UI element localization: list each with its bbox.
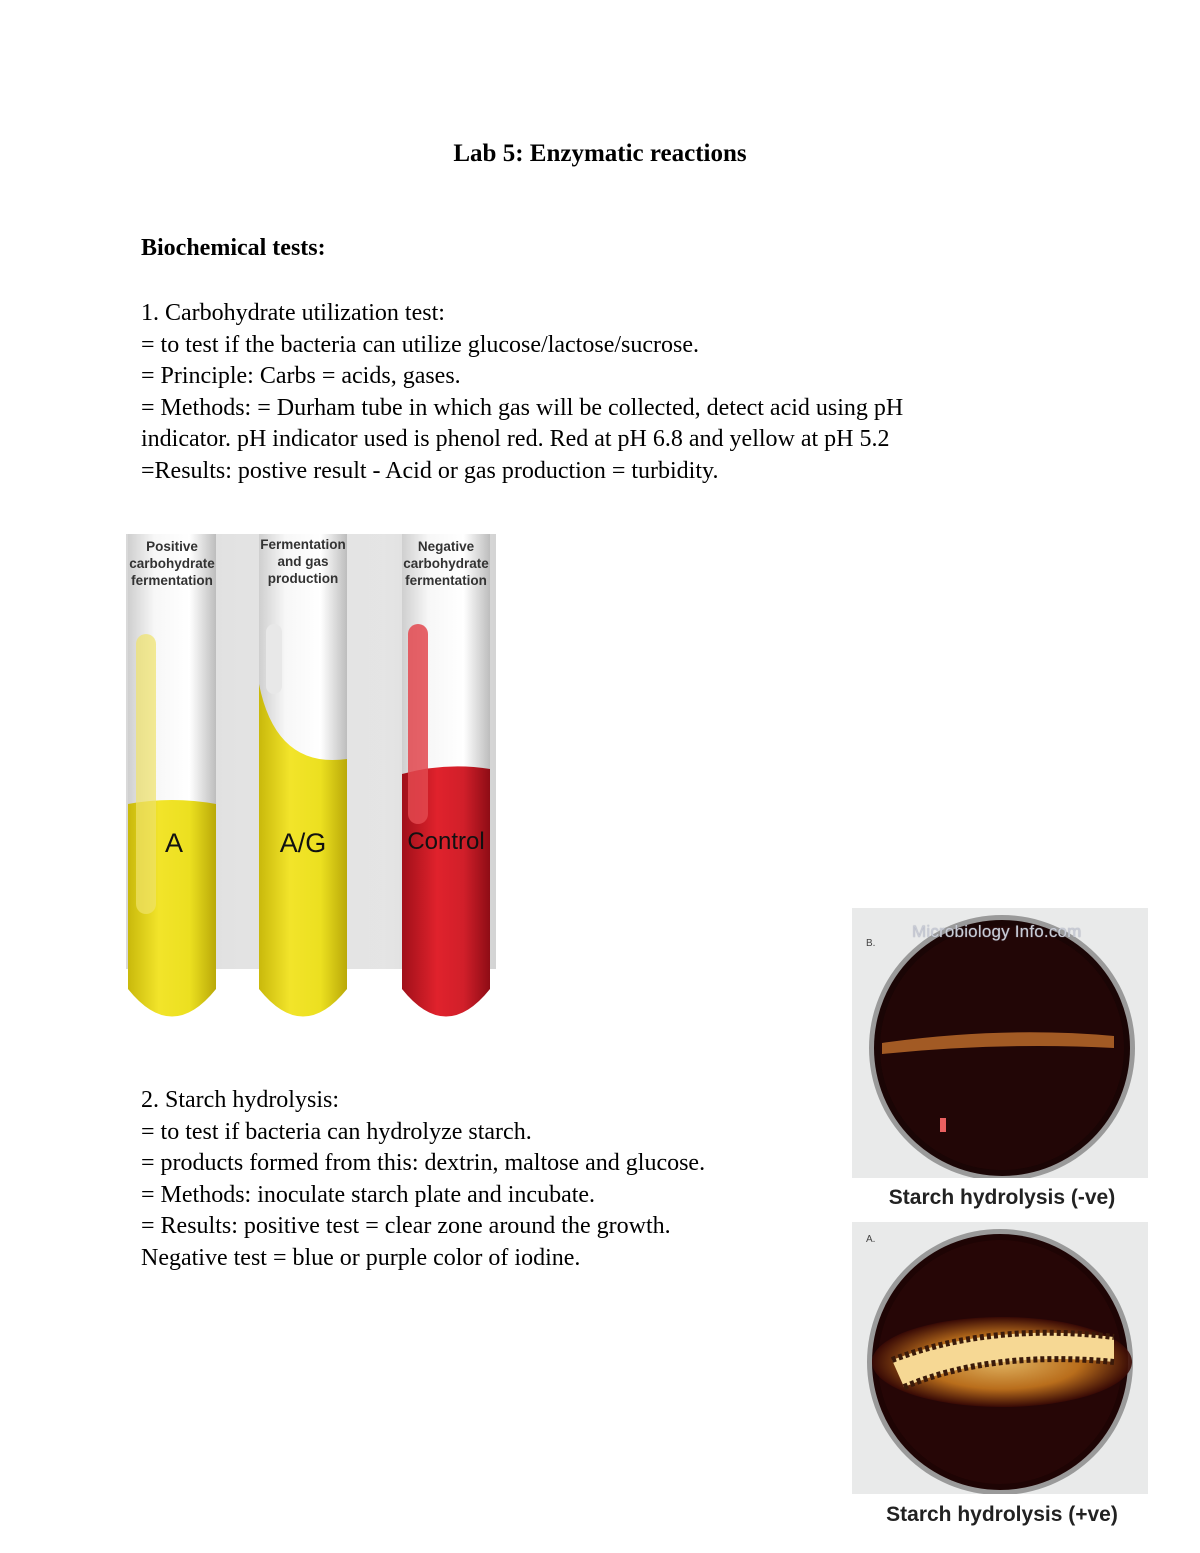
tube-ag: [259, 534, 347, 1017]
text-line: = to test if the bacteria can utilize glucose/lactose/sucrose.: [141, 331, 699, 358]
text-line: =Results: postive result - Acid or gas production = turbidity.: [141, 457, 719, 484]
tubes-illustration: [126, 534, 496, 1039]
starch-hydrolysis-section: [141, 1085, 705, 1274]
text-line: = Methods: = Durham tube in which gas will be collected, detect acid using pH: [141, 394, 904, 421]
tube-a-caption: Positive carbohydrate fermentation: [129, 539, 215, 588]
tube-control: [402, 534, 490, 1017]
negative-plate-caption: Starch hydrolysis (-ve): [888, 1186, 1116, 1209]
watermark-logo: Microbiology Info.com: [912, 922, 1082, 941]
tube-ag-caption: Fermentation and gas production: [260, 537, 346, 586]
tube-a-label: A: [164, 828, 183, 858]
text-line: = Results: positive test = clear zone around the growth.: [141, 1213, 671, 1239]
starch-plate-negative-image: [852, 908, 1148, 1178]
fermentation-tubes-image: [126, 534, 496, 1039]
starch-plate-positive-image: [852, 1222, 1148, 1494]
document-title: Lab 5: Enzymatic reactions: [453, 140, 747, 167]
text-line: = Methods: inoculate starch plate and incubate.: [141, 1181, 596, 1208]
text-line: 2. Starch hydrolysis:: [141, 1087, 339, 1113]
negative-plate-illustration: [852, 908, 1148, 1178]
tube-ag-label: A/G: [279, 828, 327, 858]
plate-letter-b: B.: [866, 938, 876, 949]
tube-control-label: Control: [407, 828, 485, 855]
text-line: 1. Carbohydrate utilization test:: [141, 300, 445, 326]
positive-plate-illustration: [852, 1222, 1148, 1494]
text-line: = Principle: Carbs = acids, gases.: [141, 363, 461, 389]
text-line: Negative test = blue or purple color of iodine.: [141, 1244, 581, 1271]
text-line: indicator. pH indicator used is phenol red. Red at pH 6.8 and yellow at pH 5.2: [141, 426, 890, 452]
carbohydrate-test-section: [141, 298, 903, 487]
tube-control-caption: Negative carbohydrate fermentation: [403, 539, 489, 588]
section-heading: Biochemical tests:: [141, 235, 326, 261]
tube-a: [128, 534, 216, 1017]
plate-letter-a: A.: [866, 1234, 876, 1245]
positive-plate-caption: Starch hydrolysis (+ve): [886, 1503, 1118, 1526]
text-line: = products formed from this: dextrin, maltose and glucose.: [141, 1150, 706, 1176]
text-line: = to test if bacteria can hydrolyze starch.: [141, 1118, 532, 1145]
